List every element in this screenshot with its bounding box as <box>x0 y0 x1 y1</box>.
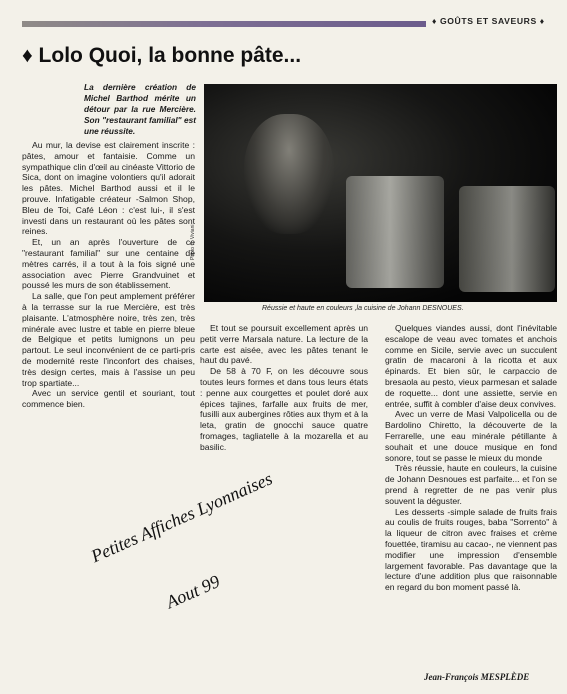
photo-credit: Photo C. Viviani <box>190 224 196 260</box>
paragraph: Quelques viandes aussi, dont l'inévitable escalope de veau avec tomates et anchois comme en Sicile, servie avec un succulent gratin de macaroni à la ricotta et aux épinards. Et bien sûr, le carpaccio de bresaola au pesto, vieux parmesan et salade de roquette... dont une assiette, servie en entrée, suffit à combler d'aise deux convives. <box>385 323 557 409</box>
header-color-bar <box>22 21 426 27</box>
paragraph: Très réussie, haute en couleurs, la cuisine de Johann Desnoues est parfaite... et l'on se prend à regretter de ne pas venir plus souvent la déguster. <box>385 463 557 506</box>
cooking-pot <box>346 176 444 288</box>
handwritten-date-note: Aout 99 <box>163 571 223 613</box>
section-rubric: ♦ GOÛTS ET SAVEURS ♦ <box>432 16 545 26</box>
author-signature: Jean-François MESPLÈDE <box>424 672 530 682</box>
cooking-pot <box>459 186 555 292</box>
article-column-2 <box>200 323 368 453</box>
paragraph: Et, un an après l'ouverture de ce "restaurant familial" sur une centaine de mètres carrés, il a tout à la fois signé une association avec Pierre Grandvuinet et poussé les murs de son établissement. <box>22 237 195 291</box>
chef-figure <box>244 114 334 234</box>
article-lead: La dernière création de Michel Barthod mérite un détour par la rue Mercière. Son "restaurant familial" est une réussite. <box>84 82 196 136</box>
article-column-1 <box>22 140 195 410</box>
paragraph: Les desserts -simple salade de fruits frais au coulis de fruits rouges, baba "Sorrento" à la liqueur de citron avec fraises et crème fouettée, tiramisu au cacao-, ne viennent pas modifier une impression d'ensemble largement favorable. Pas davantage que la lecture d'une addition plus que raisonnable en regard du bon moment passé là. <box>385 506 557 593</box>
paragraph: La salle, que l'on peut amplement préférer à la terrasse sur la rue Mercière, est très plaisante. L'atmosphère noire, très zen, très minérale avec lustre et table en pierre bleue de Belgique et petits lumignons un peu partout. Le seul inconvénient de ce parti-pris de modernité reste l'inconfort des chaises, très design certes, mais à l'assise un peu trop spartiate... <box>22 291 195 388</box>
article-column-3 <box>385 323 557 593</box>
paragraph: Avec un verre de Masi Valpolicella ou de Bardolino Chiretto, la découverte de la Ferrarelle, une eau minérale pétillante à souhait et une douce musique en fond sonore, tout se passe le mieux du monde <box>385 409 557 463</box>
photo-caption: Réussie et haute en couleurs ,la cuisine de Johann DESNOUES. <box>262 305 464 312</box>
handwritten-source-note: Petites Affiches Lyonnaises <box>88 468 276 567</box>
paragraph: Au mur, la devise est clairement inscrite : pâtes, amour et fantaisie. Comme un sympathique clin d'œil au cinéaste Vittorio de Sica, dont on imagine volontiers qu'il adorait les pâtes. Michel Barthod aussi et il le prouve. Infatigable créateur -Salmon Shop, Bleu de Toi, Café Léon : c'est lui-, il s'est investi dans un restaurant où les pâtes sont reines. <box>22 140 195 237</box>
paragraph: Et tout se poursuit excellement après un petit verre Marsala nature. La lecture de la carte est aisée, avec les pâtes tenant le haut du pavé. <box>200 323 368 366</box>
paragraph: De 58 à 70 F, on les découvre sous toutes leurs formes et dans tous leurs états : penne aux courgettes et poulet doré aux épices tajines, farfalle aux fruits de mer, fusilli aux aubergines rôties aux thym et à la leta, gratin de gnocchi sauce quatre fromages, tagliatelle à la mozarella et au basilic. <box>200 366 368 452</box>
article-title: ♦ Lolo Quoi, la bonne pâte... <box>22 44 302 67</box>
paragraph: Avec un service gentil et souriant, tout commence bien. <box>22 388 195 410</box>
restaurant-kitchen-photo <box>204 84 557 302</box>
